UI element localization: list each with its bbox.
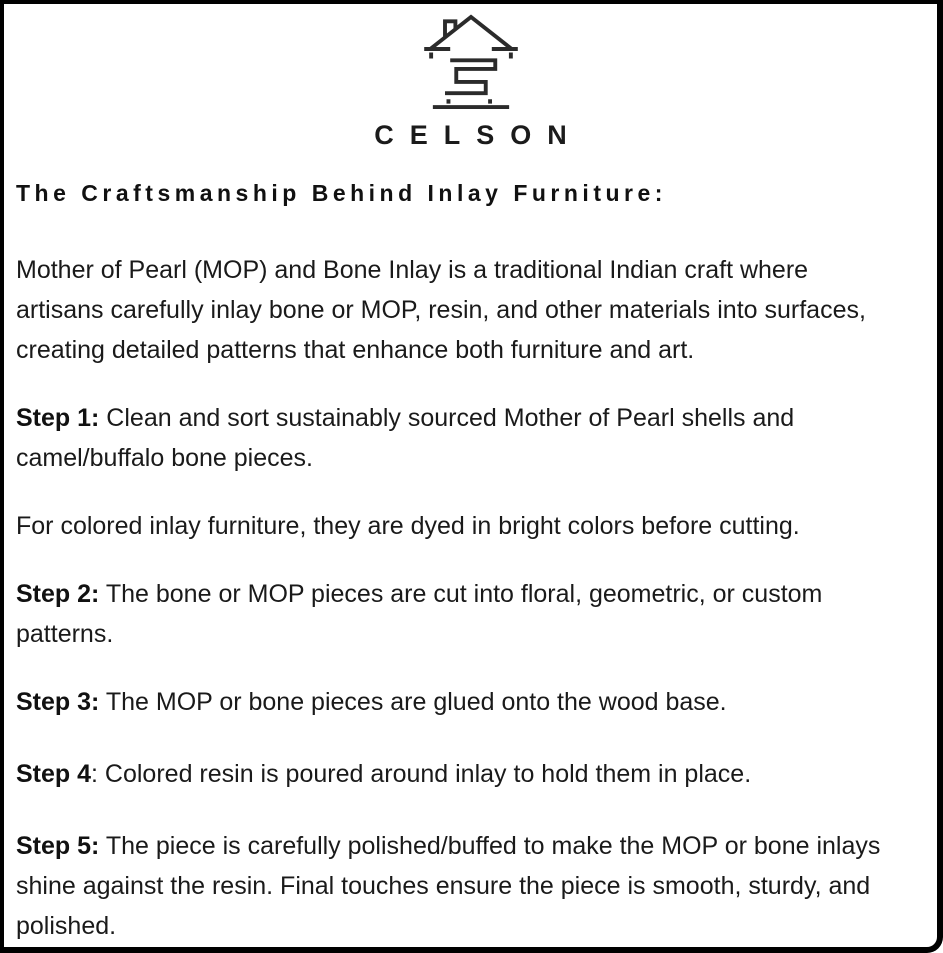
s-monogram-icon	[445, 60, 495, 93]
colored-inlay-note	[16, 506, 893, 546]
brand-logo	[4, 10, 937, 114]
step-4-label: Step 4	[16, 760, 92, 788]
intro-text: Mother of Pearl (MOP) and Bone Inlay is a traditional Indian craft where artisans carefully inlay bone or MOP, resin, and other materials into surfaces, creating detailed patterns that enhance both furniture and art.	[16, 256, 866, 364]
step-1-text: Clean and sort sustainably sourced Mother of Pearl shells and camel/buffalo bone pieces.	[16, 404, 795, 472]
step-4-text: : Colored resin is poured around inlay to hold them in place.	[91, 760, 752, 788]
intro-paragraph	[16, 250, 893, 370]
step-3-label: Step 3:	[16, 688, 100, 716]
step-4-paragraph	[16, 754, 893, 794]
celson-house-logo-icon	[419, 10, 523, 114]
brand-name: CELSON	[374, 120, 583, 150]
page-title: The Craftsmanship Behind Inlay Furniture:	[16, 180, 667, 206]
step-2-paragraph	[16, 574, 893, 654]
step-2-text: The bone or MOP pieces are cut into floral, geometric, or custom patterns.	[16, 580, 823, 648]
step-5-label: Step 5:	[16, 832, 100, 860]
document-body	[4, 178, 937, 946]
step-3-paragraph	[16, 682, 893, 722]
step-1-label: Step 1:	[16, 404, 100, 432]
roof-icon	[430, 17, 511, 49]
step-5-text: The piece is carefully polished/buffed to make the MOP or bone inlays shine against the resin. Final touches ensure the piece is smooth, sturdy, and polished.	[16, 832, 881, 940]
step-5-paragraph	[16, 826, 893, 946]
note-text: For colored inlay furniture, they are dyed in bright colors before cutting.	[16, 512, 800, 540]
step-3-text: The MOP or bone pieces are glued onto the wood base.	[99, 688, 727, 716]
step-2-label: Step 2:	[16, 580, 100, 608]
step-1-paragraph	[16, 398, 893, 478]
